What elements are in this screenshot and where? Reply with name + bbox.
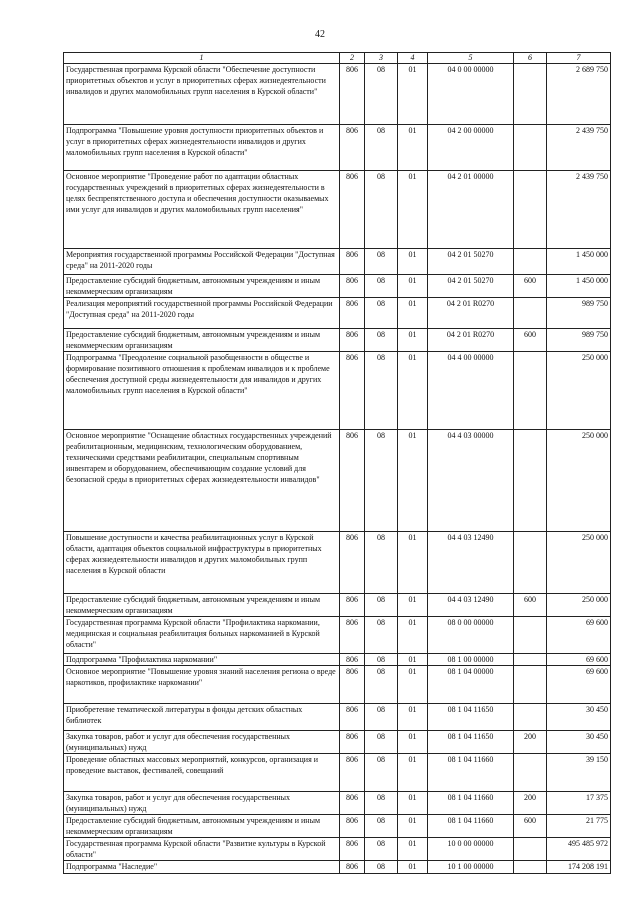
- row-amount: 495 485 972: [547, 838, 611, 861]
- row-subsection-code: 01: [398, 298, 428, 329]
- row-amount: 250 000: [547, 594, 611, 617]
- table-row: [64, 249, 611, 275]
- column-header: 5: [428, 53, 514, 64]
- row-section-code: 08: [365, 298, 398, 329]
- row-target-article: 04 2 01 50270: [428, 275, 514, 298]
- row-target-article: 08 1 04 11660: [428, 815, 514, 838]
- row-section-code: 08: [365, 754, 398, 792]
- row-expense-type: [514, 171, 547, 249]
- row-section-code: 08: [365, 617, 398, 654]
- row-amount: 250 000: [547, 532, 611, 594]
- row-section-code: 08: [365, 594, 398, 617]
- table-row: [64, 352, 611, 430]
- row-subsection-code: 01: [398, 792, 428, 815]
- row-amount: 2 689 750: [547, 64, 611, 125]
- row-target-article: 10 1 00 00000: [428, 861, 514, 874]
- row-amount: 174 208 191: [547, 861, 611, 874]
- row-administrator-code: 806: [340, 617, 365, 654]
- row-section-code: 08: [365, 731, 398, 754]
- row-expense-type: [514, 704, 547, 731]
- table-row: [64, 654, 611, 666]
- column-header: 3: [365, 53, 398, 64]
- table-header-row: [64, 53, 611, 64]
- row-expense-type: [514, 352, 547, 430]
- row-administrator-code: 806: [340, 792, 365, 815]
- row-name: Подпрограмма "Преодоление социальной разобщенности в обществе и формирование позитивного отношения к проблемам инвалидов и к проблеме обеспечения доступной среды жизнедеятельности для инвалидов и других маломобильных групп населения в Курской области": [64, 352, 340, 430]
- row-name: Предоставление субсидий бюджетным, автономным учреждениям и иным некоммерческим организациям: [64, 594, 340, 617]
- row-amount: 30 450: [547, 731, 611, 754]
- row-section-code: 08: [365, 275, 398, 298]
- row-amount: 989 750: [547, 329, 611, 352]
- row-expense-type: [514, 298, 547, 329]
- row-name: Подпрограмма "Повышение уровня доступности приоритетных объектов и услуг в приоритетных сферах жизнедеятельности инвалидов и других маломобильных групп населения в Курской области": [64, 125, 340, 171]
- row-administrator-code: 806: [340, 352, 365, 430]
- column-header: 4: [398, 53, 428, 64]
- row-section-code: 08: [365, 125, 398, 171]
- table-row: [64, 594, 611, 617]
- row-target-article: 08 1 04 11650: [428, 731, 514, 754]
- row-target-article: 04 2 01 50270: [428, 249, 514, 275]
- row-section-code: 08: [365, 792, 398, 815]
- row-amount: 2 439 750: [547, 171, 611, 249]
- row-name: Государственная программа Курской области "Обеспечение доступности приоритетных объектов и услуг в приоритетных сферах жизнедеятельности инвалидов и других маломобильных групп населения в Курской области": [64, 64, 340, 125]
- table-row: [64, 617, 611, 654]
- row-target-article: 04 2 00 00000: [428, 125, 514, 171]
- row-administrator-code: 806: [340, 171, 365, 249]
- table-row: [64, 125, 611, 171]
- row-section-code: 08: [365, 861, 398, 874]
- row-section-code: 08: [365, 171, 398, 249]
- row-administrator-code: 806: [340, 275, 365, 298]
- budget-table: [63, 52, 611, 874]
- row-subsection-code: 01: [398, 731, 428, 754]
- row-subsection-code: 01: [398, 249, 428, 275]
- column-header: 1: [64, 53, 340, 64]
- row-section-code: 08: [365, 704, 398, 731]
- row-expense-type: 600: [514, 275, 547, 298]
- table-row: [64, 430, 611, 532]
- table-row: [64, 792, 611, 815]
- row-target-article: 08 1 00 00000: [428, 654, 514, 666]
- row-target-article: 08 1 04 11660: [428, 792, 514, 815]
- row-name: Предоставление субсидий бюджетным, автономным учреждениям и иным некоммерческим организациям: [64, 329, 340, 352]
- row-name: Подпрограмма "Наследие": [64, 861, 340, 874]
- table-row: [64, 532, 611, 594]
- row-subsection-code: 01: [398, 815, 428, 838]
- row-administrator-code: 806: [340, 861, 365, 874]
- row-subsection-code: 01: [398, 704, 428, 731]
- table-body: [64, 64, 611, 874]
- row-administrator-code: 806: [340, 329, 365, 352]
- row-subsection-code: 01: [398, 125, 428, 171]
- row-name: Мероприятия государственной программы Российской Федерации "Доступная среда" на 2011-2020 годы: [64, 249, 340, 275]
- row-expense-type: 600: [514, 594, 547, 617]
- table-row: [64, 64, 611, 125]
- row-name: Приобретение тематической литературы в фонды детских областных библиотек: [64, 704, 340, 731]
- row-target-article: 04 0 00 00000: [428, 64, 514, 125]
- row-amount: 1 450 000: [547, 275, 611, 298]
- row-name: Закупка товаров, работ и услуг для обеспечения государственных (муниципальных) нужд: [64, 792, 340, 815]
- row-amount: 39 150: [547, 754, 611, 792]
- column-header: 7: [547, 53, 611, 64]
- row-name: Закупка товаров, работ и услуг для обеспечения государственных (муниципальных) нужд: [64, 731, 340, 754]
- row-expense-type: 200: [514, 731, 547, 754]
- row-expense-type: [514, 125, 547, 171]
- row-name: Предоставление субсидий бюджетным, автономным учреждениям и иным некоммерческим организациям: [64, 275, 340, 298]
- row-name: Государственная программа Курской области "Развитие культуры в Курской области": [64, 838, 340, 861]
- row-subsection-code: 01: [398, 666, 428, 704]
- row-expense-type: 200: [514, 792, 547, 815]
- row-expense-type: [514, 838, 547, 861]
- table-row: [64, 171, 611, 249]
- row-administrator-code: 806: [340, 64, 365, 125]
- row-subsection-code: 01: [398, 352, 428, 430]
- row-administrator-code: 806: [340, 654, 365, 666]
- row-section-code: 08: [365, 815, 398, 838]
- row-name: Государственная программа Курской области "Профилактика наркомании, медицинская и социальная реабилитация больных наркоманией в Курской области": [64, 617, 340, 654]
- row-section-code: 08: [365, 430, 398, 532]
- row-administrator-code: 806: [340, 125, 365, 171]
- row-target-article: 08 1 04 00000: [428, 666, 514, 704]
- row-subsection-code: 01: [398, 64, 428, 125]
- row-expense-type: [514, 249, 547, 275]
- row-section-code: 08: [365, 249, 398, 275]
- row-subsection-code: 01: [398, 838, 428, 861]
- table-row: [64, 754, 611, 792]
- row-amount: 69 600: [547, 617, 611, 654]
- row-expense-type: 600: [514, 815, 547, 838]
- table-row: [64, 666, 611, 704]
- row-section-code: 08: [365, 64, 398, 125]
- row-subsection-code: 01: [398, 654, 428, 666]
- table-row: [64, 275, 611, 298]
- row-section-code: 08: [365, 352, 398, 430]
- row-amount: 30 450: [547, 704, 611, 731]
- row-target-article: 04 4 03 12490: [428, 594, 514, 617]
- row-section-code: 08: [365, 532, 398, 594]
- row-subsection-code: 01: [398, 329, 428, 352]
- row-section-code: 08: [365, 329, 398, 352]
- table-row: [64, 704, 611, 731]
- row-target-article: 10 0 00 00000: [428, 838, 514, 861]
- row-administrator-code: 806: [340, 731, 365, 754]
- column-header: 2: [340, 53, 365, 64]
- table-row: [64, 838, 611, 861]
- row-target-article: 04 2 01 R0270: [428, 298, 514, 329]
- row-target-article: 08 0 00 00000: [428, 617, 514, 654]
- row-subsection-code: 01: [398, 171, 428, 249]
- row-section-code: 08: [365, 666, 398, 704]
- row-amount: 69 600: [547, 654, 611, 666]
- row-subsection-code: 01: [398, 594, 428, 617]
- row-expense-type: [514, 861, 547, 874]
- row-administrator-code: 806: [340, 666, 365, 704]
- row-subsection-code: 01: [398, 532, 428, 594]
- row-name: Предоставление субсидий бюджетным, автономным учреждениям и иным некоммерческим организациям: [64, 815, 340, 838]
- row-administrator-code: 806: [340, 754, 365, 792]
- row-name: Проведение областных массовых мероприятий, конкурсов, организация и проведение выставок, фестивалей, совещаний: [64, 754, 340, 792]
- row-target-article: 08 1 04 11660: [428, 754, 514, 792]
- row-name: Основное мероприятие "Проведение работ по адаптации областных государственных учреждений в приоритетных сферах жизнедеятельности в целях беспрепятственного доступа и обеспечения доступности оказываемых ими услуг для инвалидов и других маломобильных групп населения": [64, 171, 340, 249]
- table-row: [64, 298, 611, 329]
- row-expense-type: 600: [514, 329, 547, 352]
- row-section-code: 08: [365, 838, 398, 861]
- row-name: Основное мероприятие "Повышение уровня знаний населения региона о вреде наркотиков, профилактике наркомании": [64, 666, 340, 704]
- row-administrator-code: 806: [340, 532, 365, 594]
- column-header: 6: [514, 53, 547, 64]
- row-name: Реализация мероприятий государственной программы Российской Федерации "Доступная среда" на 2011-2020 годы: [64, 298, 340, 329]
- table-row: [64, 861, 611, 874]
- table-row: [64, 815, 611, 838]
- row-subsection-code: 01: [398, 617, 428, 654]
- row-expense-type: [514, 430, 547, 532]
- row-target-article: 04 2 01 00000: [428, 171, 514, 249]
- row-expense-type: [514, 617, 547, 654]
- row-amount: 69 600: [547, 666, 611, 704]
- row-target-article: 04 2 01 R0270: [428, 329, 514, 352]
- row-target-article: 08 1 04 11650: [428, 704, 514, 731]
- table-row: [64, 329, 611, 352]
- row-administrator-code: 806: [340, 704, 365, 731]
- row-expense-type: [514, 754, 547, 792]
- row-name: Повышение доступности и качества реабилитационных услуг в Курской области, адаптация объектов социальной инфраструктуры в приоритетных сферах жизнедеятельности инвалидов и других маломобильных групп населения в Курской области: [64, 532, 340, 594]
- row-administrator-code: 806: [340, 838, 365, 861]
- row-amount: 250 000: [547, 430, 611, 532]
- row-administrator-code: 806: [340, 594, 365, 617]
- row-amount: 1 450 000: [547, 249, 611, 275]
- row-amount: 17 375: [547, 792, 611, 815]
- row-amount: 2 439 750: [547, 125, 611, 171]
- row-target-article: 04 4 00 00000: [428, 352, 514, 430]
- row-expense-type: [514, 666, 547, 704]
- row-subsection-code: 01: [398, 430, 428, 532]
- row-administrator-code: 806: [340, 430, 365, 532]
- row-name: Подпрограмма "Профилактика наркомании": [64, 654, 340, 666]
- row-amount: 250 000: [547, 352, 611, 430]
- row-section-code: 08: [365, 654, 398, 666]
- row-amount: 21 775: [547, 815, 611, 838]
- row-administrator-code: 806: [340, 298, 365, 329]
- row-subsection-code: 01: [398, 861, 428, 874]
- row-subsection-code: 01: [398, 275, 428, 298]
- row-expense-type: [514, 64, 547, 125]
- row-target-article: 04 4 03 00000: [428, 430, 514, 532]
- row-target-article: 04 4 03 12490: [428, 532, 514, 594]
- page-number: 42: [315, 29, 325, 40]
- row-administrator-code: 806: [340, 815, 365, 838]
- table-row: [64, 731, 611, 754]
- row-name: Основное мероприятие "Оснащение областных государственных учреждений реабилитационным, медицинским, технологическим оборудованием, техническими средствами реабилитации, специальным спортивным инвентарем и оборудованием, обеспечивающим создание условий для безопасной среды в приоритетных сферах жизнедеятельности инвалидов": [64, 430, 340, 532]
- row-administrator-code: 806: [340, 249, 365, 275]
- row-amount: 989 750: [547, 298, 611, 329]
- row-expense-type: [514, 532, 547, 594]
- row-expense-type: [514, 654, 547, 666]
- row-subsection-code: 01: [398, 754, 428, 792]
